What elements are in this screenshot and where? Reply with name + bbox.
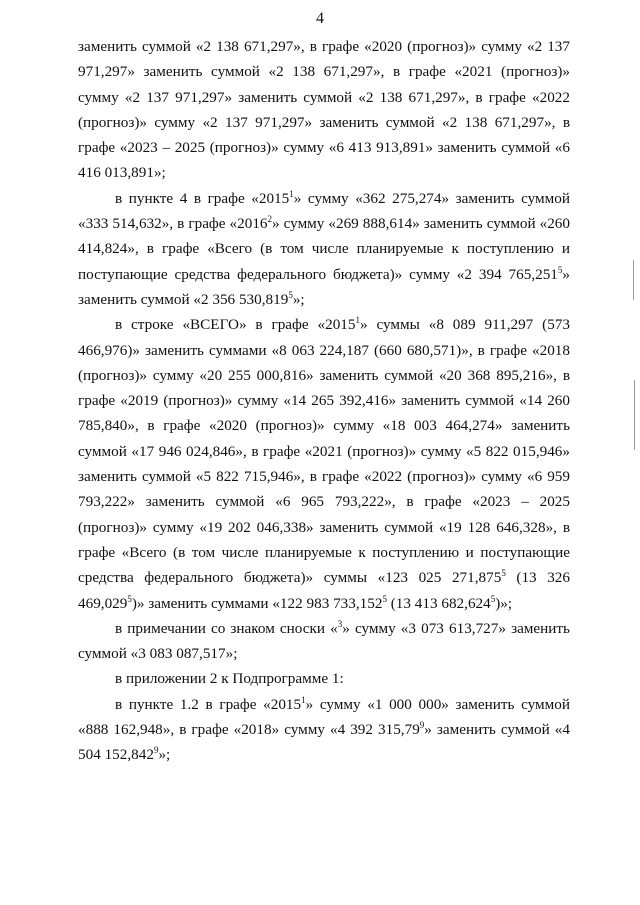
paragraph — [78, 186, 570, 312]
paragraph-text: )» заменить суммами «122 983 733,152 — [131, 594, 383, 612]
paragraph-text: » заменить суммой «2 356 530,819 — [78, 265, 570, 308]
paragraph-text: » сумму «1 000 000» заменить суммой «888 162,948», в графе «2018» сумму «4 392 315,79 — [78, 695, 570, 739]
footnote-superscript: 2 — [267, 214, 273, 225]
paragraph-text: »; — [158, 746, 171, 764]
scan-mark — [633, 260, 634, 300]
paragraph-text: )»; — [495, 594, 513, 612]
paragraph-text: (13 413 682,624 — [386, 594, 491, 612]
footnote-superscript: 1 — [301, 694, 306, 705]
paragraph-text: (13 326 469,029 — [78, 569, 570, 612]
footnote-superscript: 3 — [337, 618, 343, 629]
footnote-superscript: 9 — [153, 745, 159, 756]
footnote-superscript: 5 — [501, 568, 506, 579]
paragraph-text: в примечании со знаком сноски « — [115, 619, 338, 637]
footnote-superscript: 5 — [490, 593, 496, 604]
paragraph-text: » заменить суммой «4 504 152,842 — [78, 721, 570, 764]
paragraph — [78, 616, 570, 667]
paragraph-text: »; — [292, 290, 305, 308]
footnote-superscript: 9 — [419, 720, 425, 731]
paragraph — [78, 34, 570, 186]
paragraph-text: в пункте 1.2 в графе «2015 — [115, 695, 302, 713]
paragraph-text: в пункте 4 в графе «2015 — [115, 189, 290, 207]
paragraph-text: в приложении 2 к Подпрограмме 1: — [115, 670, 344, 688]
paragraph — [78, 666, 570, 691]
paragraph-text: в строке «ВСЕГО» в графе «2015 — [115, 316, 356, 334]
footnote-superscript: 5 — [382, 593, 387, 604]
footnote-superscript: 5 — [557, 264, 563, 275]
scan-mark — [634, 380, 635, 450]
paragraph-text: » сумму «269 888,614» заменить суммой «260 414,824», в графе «Всего (в том числе планируемые к поступлению и поступающие средства федерального бюджета)» сумму «2 394 765,251 — [78, 215, 570, 283]
page-number: 4 — [316, 10, 324, 27]
paragraph-text: » сумму «362 275,274» заменить суммой «333 514,632», в графе «2016 — [78, 189, 570, 233]
paragraph — [78, 692, 570, 768]
footnote-superscript: 5 — [288, 289, 293, 300]
document-body — [78, 34, 570, 768]
footnote-superscript: 1 — [355, 315, 360, 326]
paragraph-text: заменить суммой «2 138 671,297», в графе «2020 (прогноз)» сумму «2 137 971,297» заменить суммой «2 138 671,297», в графе «2021 (прогноз)» сумму «2 137 971,297» заменить суммой «2 138 671,297», в графе «2022 (прогноз)» сумму «2 137 971,297» заменить суммой «2 138 671,297», в графе «2023 – 2025 (прогноз)» сумму «6 413 913,891» заменить суммой «6 416 013,891»; — [78, 38, 570, 182]
footnote-superscript: 1 — [289, 188, 294, 199]
footnote-superscript: 5 — [127, 593, 132, 604]
paragraph-text: » сумму «3 073 613,727» заменить суммой «3 083 087,517»; — [78, 619, 570, 663]
paragraph — [78, 312, 570, 616]
paragraph-text: » суммы «8 089 911,297 (573 466,976)» заменить суммами «8 063 224,187 (660 680,571)», в графе «2018 (прогноз)» сумму «20 255 000,816» заменить суммой «20 368 895,216», в графе «2019 (прогноз)» сумму «14 265 392,416» заменить суммой «14 260 785,840», в графе «2020 (прогноз)» сумму «18 003 464,274» заменить суммой «17 946 024,846», в графе «2021 (прогноз)» сумму «5 822 015,946» заменить суммой «5 822 715,946», в графе «2022 (прогноз)» сумму «6 959 793,222» заменить суммой «6 965 793,222», в графе «2023 – 2025 (прогноз)» сумму «19 202 046,338» заменить суммой «19 128 646,328», в графе «Всего (в том числе планируемые к поступлению и поступающие средства федерального бюджета)» суммы «123 025 271,875 — [78, 316, 571, 587]
